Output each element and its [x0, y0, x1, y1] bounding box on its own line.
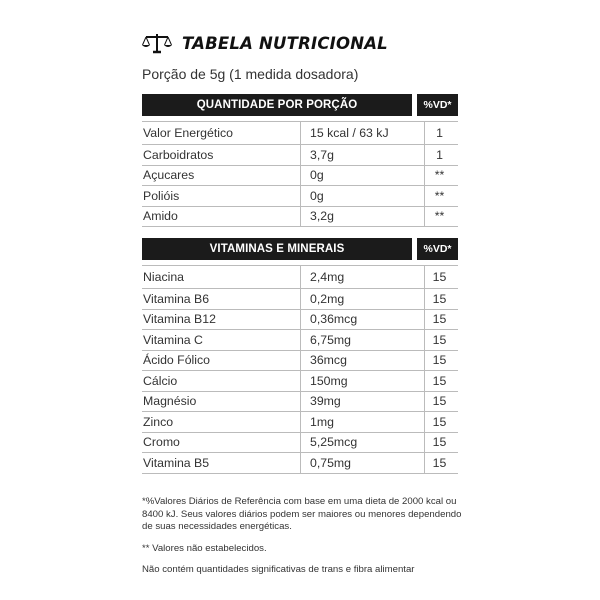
table-row: [142, 122, 458, 145]
vitamin-name: Cálcio: [142, 371, 301, 392]
footnotes: [142, 496, 462, 586]
vitamin-name: Vitamina B12: [142, 309, 301, 330]
nutrition-table: [142, 122, 458, 227]
vitamins-header-label: VITAMINAS E MINERAIS: [142, 238, 412, 260]
table-row: [142, 289, 458, 310]
table-row: [142, 350, 458, 371]
nutrient-name: Valor Energético: [142, 122, 301, 145]
vitamin-vd: 15: [425, 266, 459, 289]
table-row: [142, 266, 458, 289]
table-row: [142, 432, 458, 453]
vitamins-table: [142, 266, 458, 474]
vitamin-vd: 15: [425, 371, 459, 392]
table-row: [142, 206, 458, 227]
page-title: TABELA NUTRICIONAL: [182, 33, 388, 53]
nutrient-name: Polióis: [142, 186, 301, 207]
table-row: [142, 391, 458, 412]
nutrient-vd: 1: [425, 122, 459, 145]
nutrient-vd: **: [425, 186, 459, 207]
title-row: [142, 30, 388, 56]
vitamin-amount: 1mg: [301, 412, 425, 433]
footnote-not-established: ** Valores não estabelecidos.: [142, 542, 267, 554]
vitamin-amount: 0,36mcg: [301, 309, 425, 330]
vitamin-amount: 36mcg: [301, 350, 425, 371]
nutrient-amount: 0g: [301, 165, 425, 186]
vitamin-vd: 15: [425, 412, 459, 433]
table-row: [142, 186, 458, 207]
nutrient-vd: 1: [425, 145, 459, 166]
vitamin-name: Vitamina C: [142, 330, 301, 351]
vitamin-vd: 15: [425, 309, 459, 330]
table-row: [142, 145, 458, 166]
nutrition-header: [142, 94, 458, 116]
vitamin-amount: 39mg: [301, 391, 425, 412]
nutrient-name: Açucares: [142, 165, 301, 186]
vitamin-amount: 150mg: [301, 371, 425, 392]
vitamin-name: Vitamina B6: [142, 289, 301, 310]
vitamin-vd: 15: [425, 391, 459, 412]
portion-info: Porção de 5g (1 medida dosadora): [142, 66, 359, 82]
nutrient-name: Carboidratos: [142, 145, 301, 166]
table-row: [142, 165, 458, 186]
vitamin-amount: 2,4mg: [301, 266, 425, 289]
vitamin-amount: 5,25mcg: [301, 432, 425, 453]
nutrition-header-label: QUANTIDADE POR PORÇÃO: [142, 94, 412, 116]
table-row: [142, 309, 458, 330]
vitamin-name: Vitamina B5: [142, 453, 301, 474]
vitamin-vd: 15: [425, 432, 459, 453]
vitamins-section: [142, 238, 458, 474]
vitamin-name: Ácido Fólico: [142, 350, 301, 371]
nutrient-amount: 3,7g: [301, 145, 425, 166]
vitamin-amount: 6,75mg: [301, 330, 425, 351]
table-row: [142, 453, 458, 474]
nutrient-amount: 15 kcal / 63 kJ: [301, 122, 425, 145]
vitamins-vd-label: %VD*: [417, 238, 458, 260]
vitamin-name: Zinco: [142, 412, 301, 433]
vitamins-header: [142, 238, 458, 260]
vitamin-vd: 15: [425, 453, 459, 474]
vitamin-name: Niacina: [142, 266, 301, 289]
nutrient-amount: 3,2g: [301, 206, 425, 227]
vitamin-vd: 15: [425, 350, 459, 371]
footnote-trans-fiber: Não contém quantidades significativas de trans e fibra alimentar: [142, 564, 415, 575]
vitamin-vd: 15: [425, 289, 459, 310]
vitamin-name: Cromo: [142, 432, 301, 453]
vitamin-name: Magnésio: [142, 391, 301, 412]
nutrition-section: [142, 94, 458, 227]
nutrient-vd: **: [425, 165, 459, 186]
table-row: [142, 412, 458, 433]
table-row: [142, 371, 458, 392]
nutrient-vd: **: [425, 206, 459, 227]
table-row: [142, 330, 458, 351]
vitamin-amount: 0,2mg: [301, 289, 425, 310]
nutrient-amount: 0g: [301, 186, 425, 207]
scale-icon: [142, 32, 172, 54]
nutrition-vd-label: %VD*: [417, 94, 458, 116]
footnote-reference: *%Valores Diários de Referência com base em uma dieta de 2000 kcal ou 8400 kJ. Seus valores diários podem ser maiores ou menores dependendo de suas necessidades energéticas.: [142, 496, 462, 532]
vitamin-amount: 0,75mg: [301, 453, 425, 474]
nutrient-name: Amido: [142, 206, 301, 227]
vitamin-vd: 15: [425, 330, 459, 351]
